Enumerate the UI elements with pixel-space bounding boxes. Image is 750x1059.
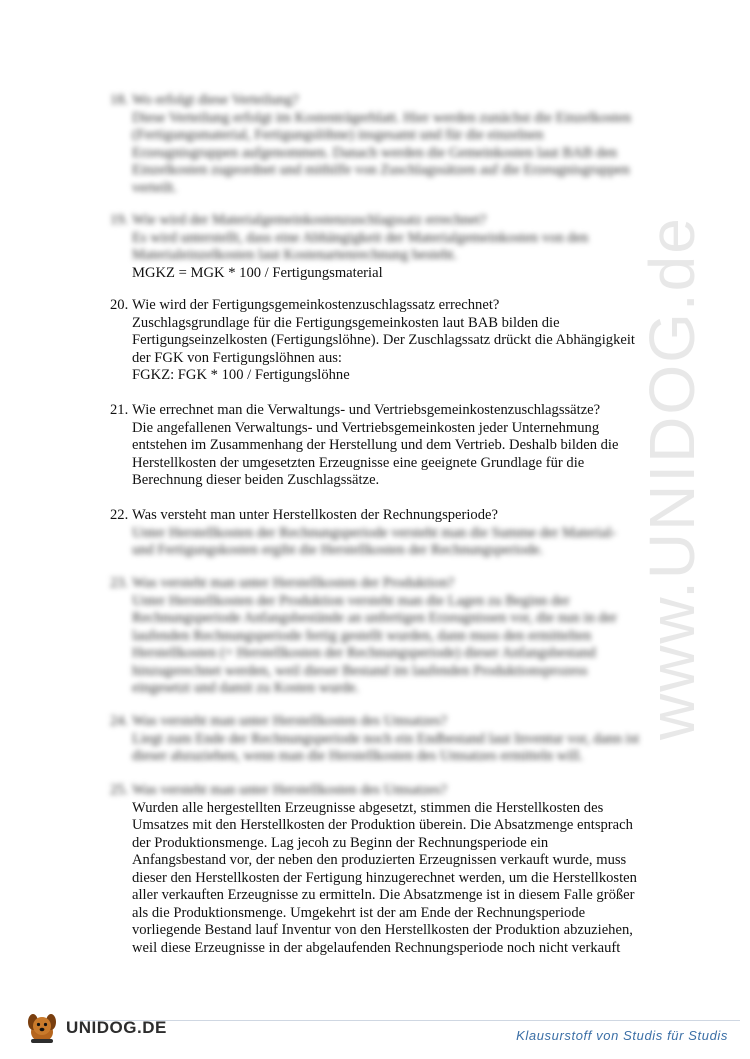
answer-line: eingesetzt und damit zu Kosten wurde. <box>132 680 359 696</box>
answer-line: und Fertigungskosten ergibt die Herstellkosten der Rechnungsperiode. <box>132 542 544 558</box>
question-22 <box>110 507 670 560</box>
watermark: www.UNIDOG.de <box>636 216 708 740</box>
question-25 <box>110 782 670 957</box>
question-title: Was versteht man unter Herstellkosten des Umsatzes? <box>132 782 447 798</box>
question-number: 19. <box>110 212 129 228</box>
question-title: Wie wird der Materialgemeinkostenzuschlagssatz errechnet? <box>132 212 487 228</box>
formula: MGKZ = MGK * 100 / Fertigungsmaterial <box>132 264 383 281</box>
answer-line: Rechnungsperiode Anfangsbestände an unfertigen Erzeugnissen vor, die nun in der <box>132 610 617 626</box>
question-number: 18. <box>110 92 129 108</box>
logo-text: UNIDOG.DE <box>66 1018 167 1037</box>
question-title: Wie errechnet man die Verwaltungs- und Vertriebsgemeinkostenzuschlagssätze? <box>132 402 601 418</box>
answer-line: Erzeugnisgruppen aufgenommen. Danach werden die Gemeinkosten laut BAB den <box>132 144 618 161</box>
question-24 <box>110 713 670 766</box>
answer-line: dieser abzuziehen, wenn man die Herstellkosten des Umsatzes ermitteln will. <box>132 748 584 764</box>
answer-line: Unter Herstellkosten der Rechnungsperiode versteht man die Summe der Material- <box>132 524 617 541</box>
answer-line: der Produktionsmenge. Lag jecoh zu Beginn der Rechnungsperiode ein <box>132 834 549 851</box>
answer-line: FGKZ: FGK * 100 / Fertigungslöhne <box>132 367 350 383</box>
answer-line: Umsatzes mit den Herstellkosten der Produktion überein. Die Absatzmenge entsprach <box>132 817 633 833</box>
question-18 <box>110 92 670 197</box>
dog-icon <box>22 1010 62 1046</box>
question-title: Was versteht man unter Herstellkosten des Umsatzes? <box>132 713 447 729</box>
answer-line: verteilt. <box>132 179 177 196</box>
answer-line: hinzugerechnet werden, weil dieser Bestand im laufenden Produktionsprozess <box>132 662 588 679</box>
question-number: 20. <box>110 297 129 313</box>
answer-line: aller verkauften Erzeugnisse zu ermitteln. Die Absatzmenge ist in diesem Falle größer <box>132 887 635 903</box>
answer-line: Es wird unterstellt, dass eine Abhängigkeit der Materialgemeinkosten von den <box>132 229 589 246</box>
answer-line: (Fertigungsmaterial, Fertigungslöhne) insgesamt und für die einzelnen <box>132 127 544 143</box>
question-number: 25. <box>110 782 129 798</box>
answer-line: Diese Verteilung erfolgt im Kostenträgerblatt. Hier werden zunächst die Einzelkosten <box>132 109 631 126</box>
answer-line: entstehen im Zusammenhang der Herstellung und dem Vertrieb. Deshalb bilden die <box>132 437 619 453</box>
answer-line: Unter Herstellkosten der Produktion versteht man die Lagen zu Beginn der <box>132 592 570 609</box>
answer-line: der FGK von Fertigungslöhnen aus: <box>132 349 342 366</box>
answer-line: Wurden alle hergestellten Erzeugnisse abgesetzt, stimmen die Herstellkosten des <box>132 799 604 816</box>
answer-line: vorliegende Bestand lauf Inventur von den Herstellkosten der Produktion abzuziehen, <box>132 922 633 938</box>
answer-line: Fertigungseinzelkosten (Fertigungslöhne). Der Zuschlagssatz drückt die Abhängigkeit <box>132 332 635 348</box>
answer-line: Materialeinzelkosten laut Kostenartenrechnung besteht. <box>132 247 457 263</box>
answer-line: Anfangsbestand vor, der neben den produzierten Erzeugnissen verkauft wurde, muss <box>132 852 627 868</box>
question-number: 21. <box>110 402 129 418</box>
question-title: Wie wird der Fertigungsgemeinkostenzuschlagssatz errechnet? <box>132 297 500 313</box>
answer-line: Herstellkosten (= Herstellkosten der Rechnungsperiode) dieser Anfangsbestand <box>132 645 596 661</box>
tagline: Klausurstoff von Studis für Studis <box>516 1028 728 1043</box>
question-number: 22. <box>110 507 129 523</box>
question-19 <box>110 212 670 282</box>
answer-line: als die Produktionsmenge. Umgekehrt ist der am Ende der Rechnungsperiode <box>132 904 586 921</box>
footer-divider <box>80 1020 740 1021</box>
question-23 <box>110 575 670 698</box>
answer-line: Berechnung dieser beiden Zuschlagssätze. <box>132 472 380 488</box>
answer-line: Zuschlagsgrundlage für die Fertigungsgemeinkosten laut BAB bilden die <box>132 314 560 331</box>
answer-line: Herstellkosten der umgesetzten Erzeugnisse eine geeignete Grundlage für die <box>132 454 585 471</box>
question-21 <box>110 402 670 490</box>
question-title: Was versteht man unter Herstellkosten der Produktion? <box>132 575 455 591</box>
question-title: Wo erfolgt diese Verteilung? <box>132 92 299 108</box>
question-number: 23. <box>110 575 129 591</box>
answer-line: Die angefallenen Verwaltungs- und Vertriebsgemeinkosten jeder Unternehmung <box>132 419 600 436</box>
answer-line: laufenden Rechnungsperiode fertig gestellt wurden, dann muss den ermittelten <box>132 627 592 644</box>
question-20 <box>110 297 670 385</box>
unidog-logo[interactable] <box>22 1010 167 1046</box>
answer-line: Einzelkosten zugeordnet und mithilfe von Zuschlagssätzen auf die Erzeugnisgruppen <box>132 162 630 178</box>
question-title: Was versteht man unter Herstellkosten der Rechnungsperiode? <box>132 507 498 523</box>
question-number: 24. <box>110 713 129 729</box>
answer-line: weil diese Erzeugnisse in der abgelaufenden Rechnungsperiode noch nicht verkauft <box>132 939 621 956</box>
answer-line: Liegt zum Ende der Rechnungsperiode noch ein Endbestand laut Inventur vor, dann ist <box>132 730 640 747</box>
answer-line: dieser den Herstellkosten der Fertigung hinzugerechnet werden, um die Herstellkosten <box>132 869 637 886</box>
